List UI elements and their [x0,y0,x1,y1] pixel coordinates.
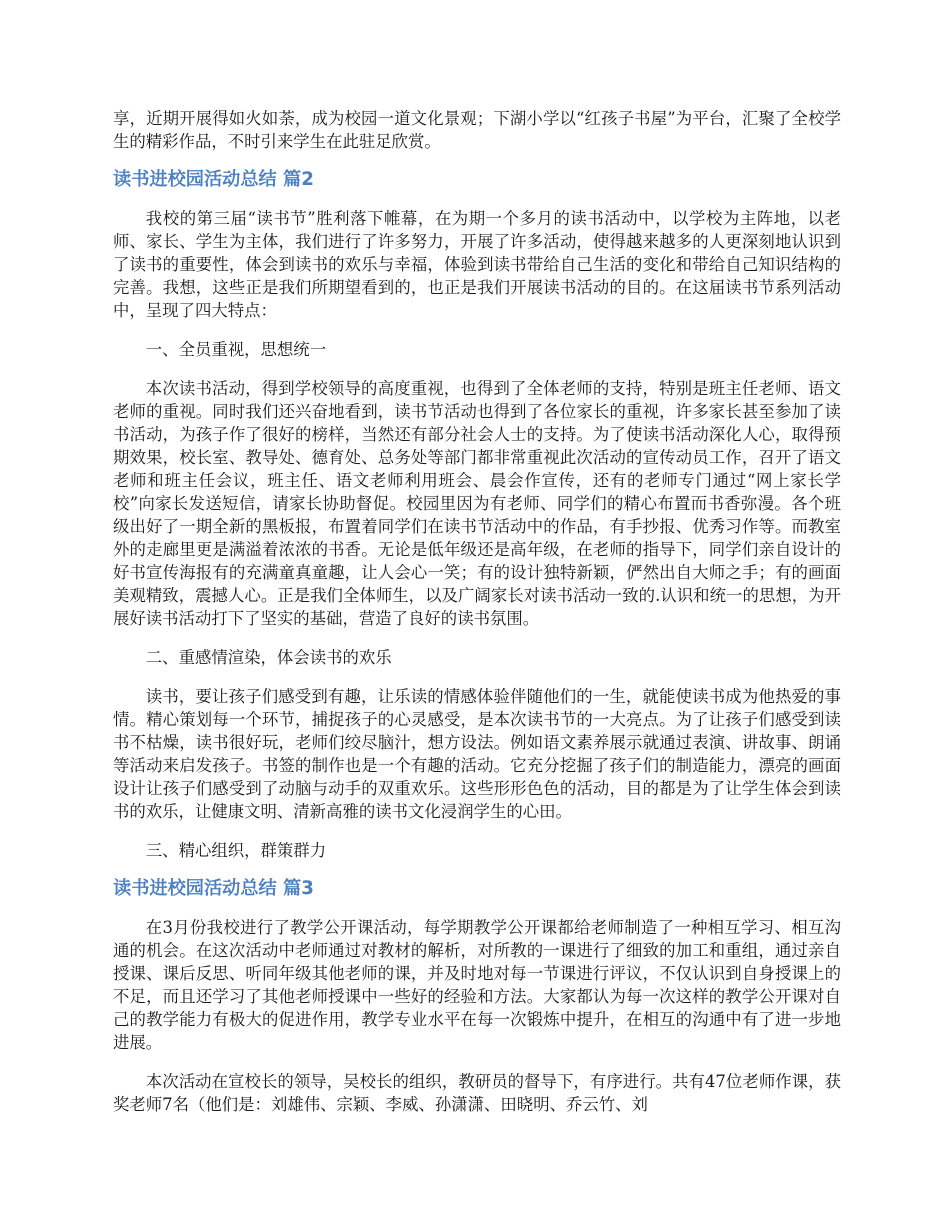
document-page [113,107,841,1116]
spacer [113,1054,841,1070]
point-2-body: 读书，要让孩子们感受到有趣，让乐读的情感体验伴随他们的一生，就能使读书成为他热爱的事情。精心策划每一个环节，捕捉孩子的心灵感受，是本次读书节的一大亮点。为了让孩子们感受到读书不枯燥，读书很好玩，老师们绞尽脑汁，想方设法。例如语文素养展示就通过表演、讲故事、朗诵等活动来启发孩子。书签的制作也是一个有趣的活动。它充分挖掘了孩子们的制造能力，漂亮的画面设计让孩子们感受到了动脑与动手的双重欢乐。这些形形色色的活动，目的都是为了让学生体会到读书的欢乐，让健康文明、清新高雅的读书文化浸润学生的心田。 [113,687,841,821]
intro-paragraph: 享，近期开展得如火如荼，成为校园一道文化景观；下湖小学以“红孩子书屋”为平台，汇聚了全校学生的精彩作品，不时引来学生在此驻足欣赏。 [113,109,841,151]
spacer [113,153,841,167]
section-2-intro-paragraph: 我校的第三届“读书节”胜利落下帷幕，在为期一个多月的读书活动中，以学校为主阵地，以老师、家长、学生为主体，我们进行了许多努力，开展了许多活动，使得越来越多的人更深刻地认识到了读书的重要性，体会到读书的欢乐与幸福，体验到读书带给自己生活的变化和带给自己知识结构的完善。我想，这些正是我们所期望看到的，也正是我们开展读书活动的目的。在这届读书节系列活动中，呈现了四大特点： [113,209,841,320]
point-1-body: 本次读书活动，得到学校领导的高度重视，也得到了全体老师的支持，特别是班主任老师、语文老师的重视。同时我们还兴奋地看到，读书节活动也得到了各位家长的重视，许多家长甚至参加了读书活动，为孩子作了很好的榜样，当然还有部分社会人士的支持。为了使读书活动深化人心，取得预期效果，校长室、教导处、德育处、总务处等部门都非常重视此次活动的宣传动员工作，召开了语文老师和班主任会议，班主任、语文老师利用班会、晨会作宣传，还有的老师专门通过“网上家长学校”向家长发送短信，请家长协助督促。校园里因为有老师、同学们的精心布置而书香弥漫。各个班级出好了一期全新的黑板报，布置着同学们在读书节活动中的作品，有手抄报、优秀习作等。而教室外的走廊里更是满溢着浓浓的书香。无论是低年级还是高年级，在老师的指导下，同学们亲自设计的好书宣传海报有的充满童真童趣，让人会心一笑；有的设计独特新颖，俨然出自大师之手；有的画面美观精致，震撼人心。正是我们全体师生，以及广阔家长对读书活动一致的.认识和统一的思想，为开展好读书活动打下了坚实的基础，营造了良好的读书氛围。 [113,379,841,628]
point-3-title: 三、精心组织，群策群力 [145,841,327,860]
spacer [113,193,841,207]
spacer [113,322,841,338]
point-1-title: 一、全员重视，思想统一 [145,340,327,359]
section-3-paragraph-2: 本次活动在宣校长的领导，吴校长的组织，教研员的督导下，有序进行。共有47位老师作课，获奖老师7名（他们是：刘雄伟、宗颖、李威、孙潇潇、田晓明、乔云竹、刘 [113,1072,841,1114]
spacer [113,862,841,876]
section-3-paragraph-1: 在3月份我校进行了教学公开课活动，每学期教学公开课都给老师制造了一种相互学习、相互沟通的机会。在这次活动中老师通过对教材的解析，对所教的一课进行了细致的加工和重组，通过亲自授课、课后反思、听同年级其他老师的课，并及时地对每一节课进行评议，不仅认识到自身授课上的不足，而且还学习了其他老师授课中一些好的经验和方法。大家都认为每一次这样的教学公开课对自己的教学能力有极大的促进作用，教学专业水平在每一次锻炼中提升，在相互的沟通中有了进一步地进展。 [113,918,841,1052]
section-3-heading: 读书进校园活动总结 篇3 [113,878,314,899]
spacer [113,630,841,646]
spacer [113,902,841,916]
spacer [113,669,841,685]
spacer [113,361,841,377]
spacer [113,823,841,839]
section-2-heading: 读书进校园活动总结 篇2 [113,169,314,190]
point-2-title: 二、重感情渲染，体会读书的欢乐 [145,648,392,667]
